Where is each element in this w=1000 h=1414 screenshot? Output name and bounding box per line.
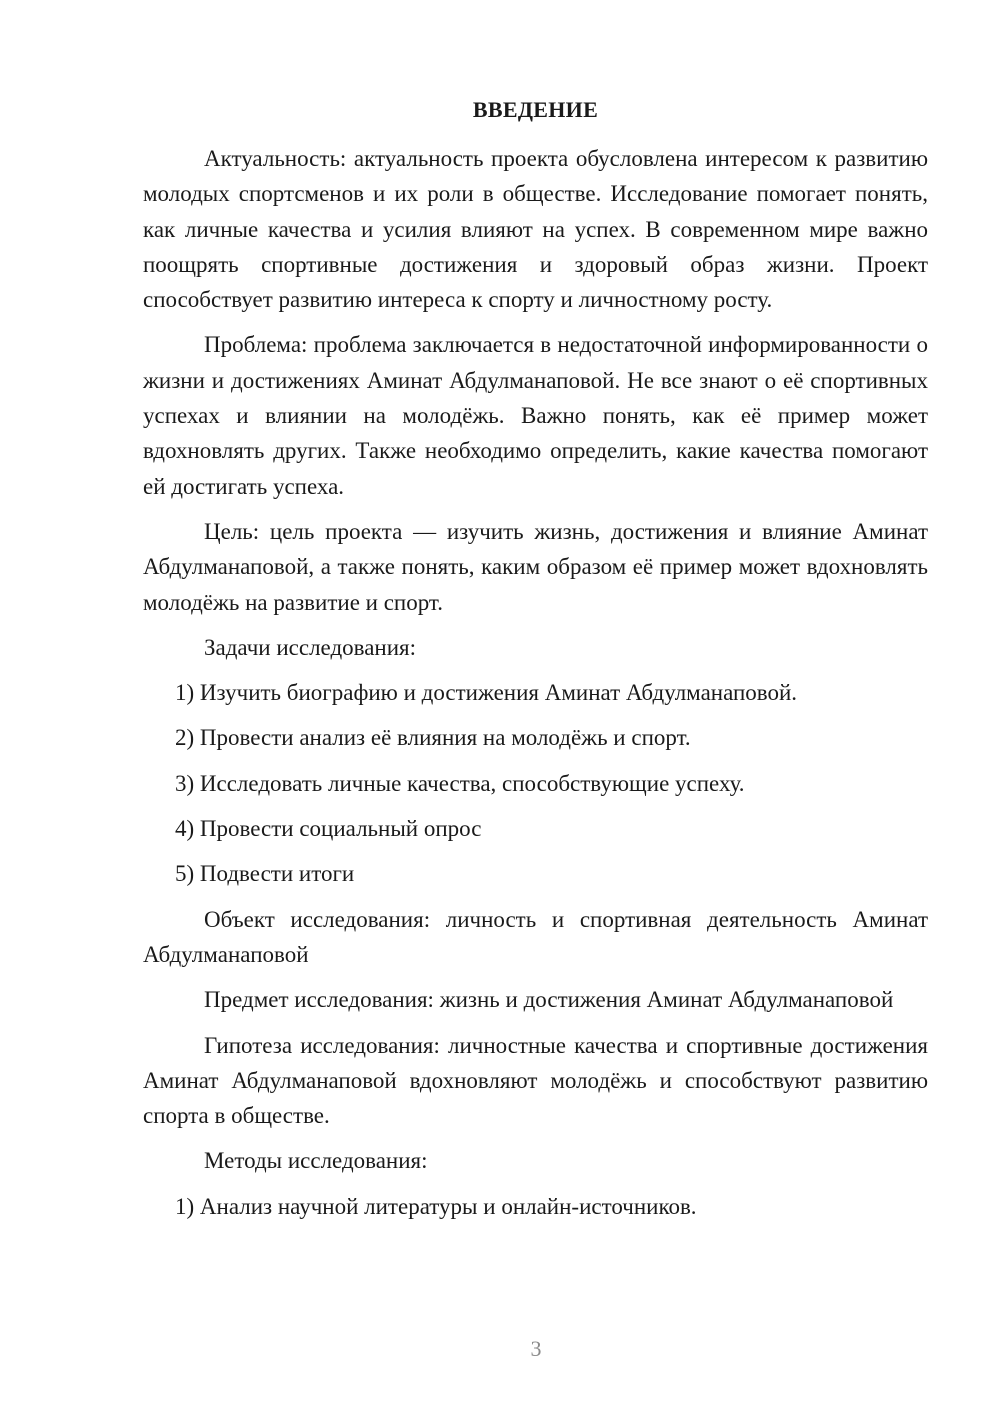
page-number: 3 [530,1336,542,1361]
task-item-2: 2) Провести анализ её влияния на молодёжь и спорт. [175,725,691,751]
paragraph-goal: Цель: цель проекта — изучить жизнь, достижения и влияние Аминат Абдулманаповой, а также понять, каким образом её пример может вдохновлять молодёжь на развитие и спорт. [143,518,928,615]
paragraph-problem: Проблема: проблема заключается в недостаточной информированности о жизни и достижениях Аминат Абдулманаповой. Не все знают о её спортивных успехах и влиянии на молодёжь. Важно понять, как её пример может вдохновлять других. Также необходимо определить, какие качества помогают ей достигать успеха. [143,332,928,499]
paragraph-object: Объект исследования: личность и спортивная деятельность Аминат Абдулмaнаповой [143,906,928,967]
method-item-1: 1) Анализ научной литературы и онлайн-источников. [175,1193,697,1219]
task-item-3: 3) Исследовать личные качества, способствующие успеху. [175,770,745,796]
document-body [143,141,928,1224]
task-item-4: 4) Провести социальный опрос [175,816,482,842]
task-item-1: 1) Изучить биографию и достижения Аминат Абдулманаповой. [175,680,798,706]
paragraph-actuality: Актуальность: актуальность проекта обусловлена интересом к развитию молодых спортсменов и их роли в обществе. Исследование помогает понять, как личные качества и усилия влияют на успех. В современном мире важно поощрять спортивные достижения и здоровый образ жизни. Проект способствует развитию интереса к спорту и личностному росту. [143,146,928,313]
paragraph-hypothesis: Гипотеза исследования: личностные качества и спортивные достижения Аминат Абдулманаповой вдохновляют молодёжь и способствуют развитию спорта в обществе. [143,1032,928,1129]
task-item-5: 5) Подвести итоги [175,861,355,887]
methods-title: Методы исследования: [204,1148,428,1174]
tasks-title: Задачи исследования: [204,634,417,660]
paragraph-subject: Предмет исследования: жизнь и достижения Аминат Абдулманаповой [204,987,894,1013]
page-title: ВВЕДЕНИЕ [472,97,599,122]
